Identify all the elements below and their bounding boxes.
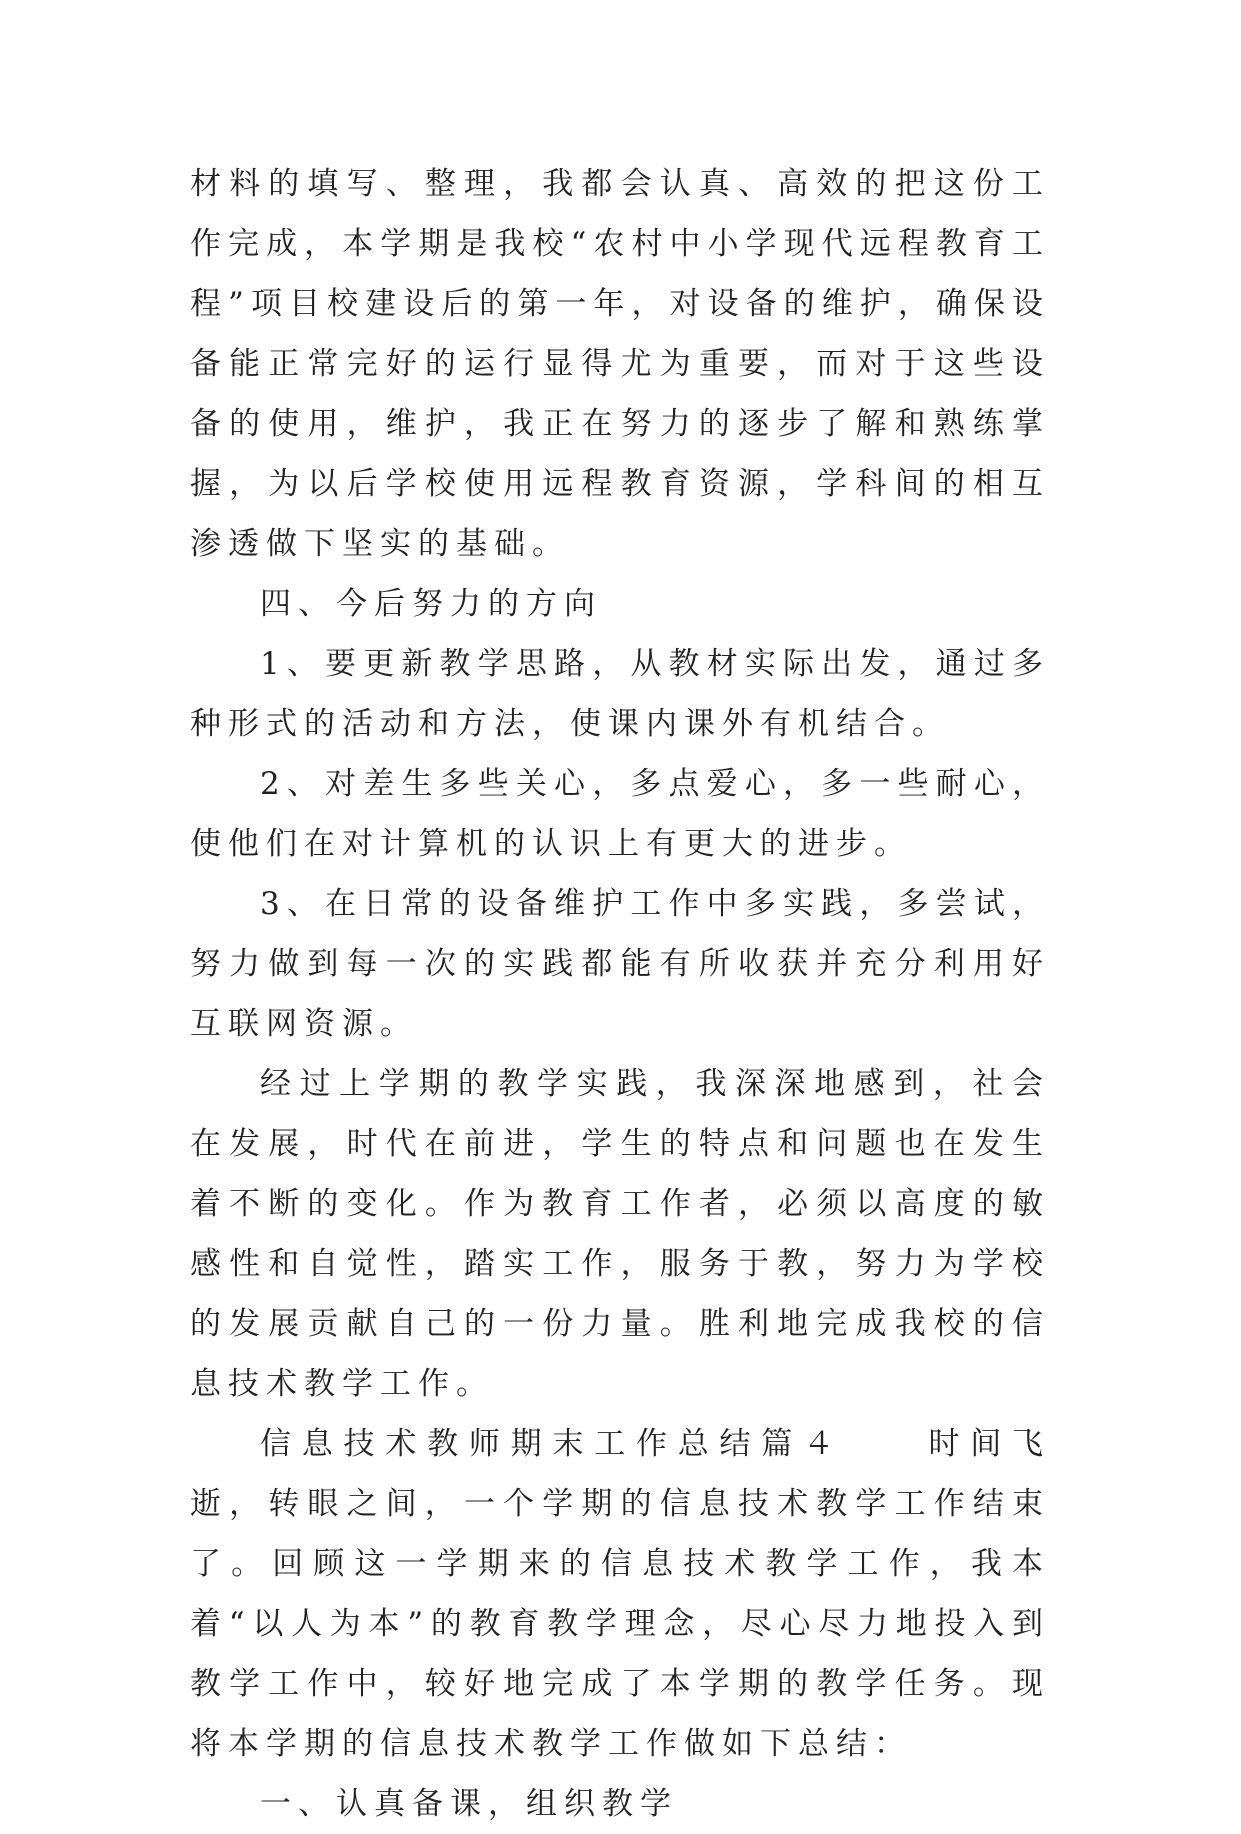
paragraph-summary-part-4: 信息技术教师期末工作总结篇４ 时间飞逝，转眼之间，一个学期的信息技术教学工作结束了。回顾这一学期来的信息技术教学工作，我本着“以人为本”的教育教学理念，尽心尽力地投入到教学工作中，较好地完成了本学期的教学任务。现将本学期的信息技术教学工作做如下总结：	[190, 1426, 1050, 1762]
list-item-1: 1、要更新教学思路，从教材实际出发，通过多种形式的活动和方法，使课内课外有机结合。	[190, 646, 1050, 742]
section-heading-future-direction: 四、今后努力的方向	[260, 586, 602, 622]
document-body	[190, 154, 1050, 1834]
list-item-3: 3、在日常的设备维护工作中多实践，多尝试，努力做到每一次的实践都能有所收获并充分利用好互联网资源。	[190, 886, 1050, 1042]
section-heading-lesson-prep: 一、认真备课，组织教学	[260, 1786, 678, 1822]
list-item-2: 2、对差生多些关心，多点爱心，多一些耐心，使他们在对计算机的认识上有更大的进步。	[190, 766, 1050, 862]
paragraph-conclusion: 经过上学期的教学实践，我深深地感到，社会在发展，时代在前进，学生的特点和问题也在发生着不断的变化。作为教育工作者，必须以高度的敏感性和自觉性，踏实工作，服务于教，努力为学校的发展贡献自己的一份力量。胜利地完成我校的信息技术教学工作。	[190, 1066, 1050, 1402]
paragraph-intro-continuation: 材料的填写、整理，我都会认真、高效的把这份工作完成，本学期是我校“农村中小学现代远程教育工程”项目校建设后的第一年，对设备的维护，确保设备能正常完好的运行显得尤为重要，而对于这些设备的使用，维护，我正在努力的逐步了解和熟练掌握，为以后学校使用远程教育资源，学科间的相互渗透做下坚实的基础。	[190, 166, 1050, 562]
